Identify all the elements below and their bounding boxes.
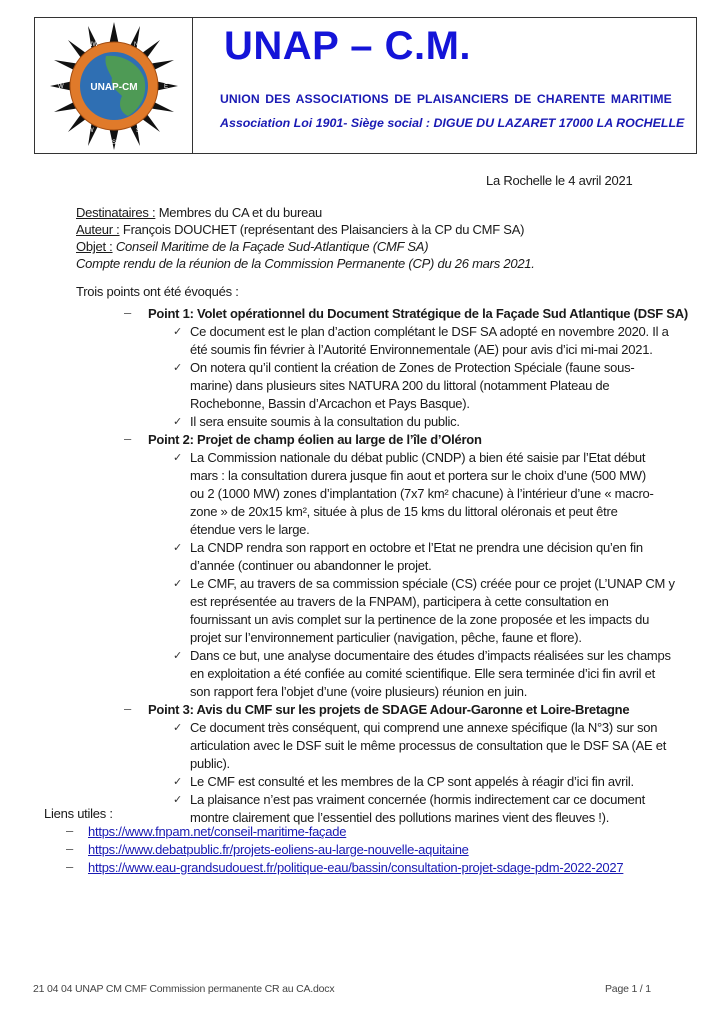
subject-line: [76, 238, 428, 256]
bullet-text-line: étendue vers le large.: [190, 522, 310, 537]
useful-link[interactable]: https://www.eau-grandsudouest.fr/politique-eau/bassin/consultation-projet-sdage-pdm-2022-2027: [88, 860, 624, 875]
useful-link[interactable]: https://www.fnpam.net/conseil-maritime-façade: [88, 824, 347, 839]
recipients-value: Membres du CA et du bureau: [155, 205, 323, 220]
bullet-text-line: son rapport fera l’objet d’une (voire plusieurs) réunion en juin.: [190, 684, 528, 699]
checkmark-icon: ✓: [173, 451, 183, 464]
author-line: [76, 221, 524, 239]
checkmark-icon: ✓: [173, 541, 183, 554]
bullet-text-line: articulation avec le DSF suit le même processus de consultation que le DSF SA (AE et: [190, 738, 667, 753]
unap-cm-compass-logo-icon: [48, 20, 180, 152]
svg-text:E: E: [163, 83, 168, 90]
author-label: Auteur :: [76, 222, 120, 237]
checkmark-icon: ✓: [173, 721, 183, 734]
svg-text:S: S: [111, 139, 116, 146]
bullet-text-line: d’année (continuer ou abandonner le projet.: [190, 558, 432, 573]
org-title: UNAP – C.M.: [224, 24, 472, 68]
bullet-text-line: en exploitation a été confiée au comité scientifique. Elle sera terminée d’ici fin avril et: [190, 666, 656, 681]
title-cell: [194, 18, 696, 153]
bullet-text-line: Ce document très conséquent, qui comprend une annexe spécifique (la N°3) sur son: [190, 720, 658, 735]
bullet-text-line: La CNDP rendra son rapport en octobre et l’Etat ne prendra une décision qu’en fin: [190, 540, 643, 555]
checkmark-icon: ✓: [173, 775, 183, 788]
checkmark-icon: ✓: [173, 325, 183, 338]
point-title: Point 3: Avis du CMF sur les projets de SDAGE Adour-Garonne et Loire-Bretagne: [148, 702, 630, 717]
checkmark-icon: ✓: [173, 415, 183, 428]
links-label: Liens utiles :: [44, 806, 113, 821]
svg-text:NE: NE: [133, 41, 142, 48]
svg-text:NW: NW: [87, 41, 98, 48]
svg-text:SW: SW: [83, 127, 94, 134]
bullet-text-line: est représentée au travers de la FNPAM), participera à cette consultation en: [190, 594, 609, 609]
checkmark-icon: ✓: [173, 649, 183, 662]
logo-cell: [35, 18, 193, 153]
bullet-text-line: Rochebonne, Bassin d’Arcachon et Pays Basque).: [190, 396, 470, 411]
checkmark-icon: ✓: [173, 577, 183, 590]
bullet-text-line: marine) dans plusieurs sites NATURA 200 du littoral (notamment Plateau de: [190, 378, 610, 393]
svg-text:UNAP-CM: UNAP-CM: [89, 81, 138, 93]
bullet-text-line: public).: [190, 756, 230, 771]
point-title: Point 2: Projet de champ éolien au large de l’île d’Oléron: [148, 432, 482, 447]
letterhead: [34, 17, 697, 154]
recipients-line: [76, 204, 322, 222]
bullet-text-line: La plaisance n’est pas vraiment concernée (hormis indirectement car ce document: [190, 792, 645, 807]
bullet-text-line: montre clairement que l’essentiel des pollutions marines vient des fleuves !).: [190, 810, 610, 825]
author-value: François DOUCHET (représentant des Plaisanciers à la CP du CMF SA): [119, 222, 525, 237]
dash-bullet-icon: –: [124, 431, 132, 446]
subject-label: Objet :: [76, 239, 113, 254]
bullet-text-line: Le CMF est consulté et les membres de la CP sont appelés à réagir d’ici fin avril.: [190, 774, 634, 789]
dash-bullet-icon: –: [66, 841, 74, 856]
date-line: La Rochelle le 4 avril 2021: [486, 173, 633, 188]
bullet-text-line: zone » de 20x15 km², située à plus de 15 kms du littoral oléronais et peut être: [190, 504, 618, 519]
footer-page-number: Page 1 / 1: [605, 983, 651, 995]
footer-filename: 21 04 04 UNAP CM CMF Commission permanente CR au CA.docx: [33, 983, 335, 995]
bullet-text-line: La Commission nationale du débat public (CNDP) a bien été saisie par l’Etat début: [190, 450, 646, 465]
org-full-name: UNION DES ASSOCIATIONS DE PLAISANCIERS DE CHARENTE MARITIME: [220, 92, 672, 106]
bullet-text-line: Dans ce but, une analyse documentaire des études d’impacts réalisées sur les champs: [190, 648, 671, 663]
bullet-text-line: projet sur l’environnement particulier (navigation, pêche, faune et flore).: [190, 630, 582, 645]
dash-bullet-icon: –: [66, 859, 74, 874]
subject-line-2: Compte rendu de la réunion de la Commission Permanente (CP) du 26 mars 2021.: [76, 256, 535, 271]
bullet-text-line: Le CMF, au travers de sa commission spéciale (CS) créée pour ce projet (L’UNAP CM y: [190, 576, 675, 591]
intro-text: Trois points ont été évoqués :: [76, 284, 239, 299]
useful-link[interactable]: https://www.debatpublic.fr/projets-eoliens-au-large-nouvelle-aquitaine: [88, 842, 469, 857]
subject-value: Conseil Maritime de la Façade Sud-Atlantique (CMF SA): [112, 239, 429, 254]
dash-bullet-icon: –: [124, 305, 132, 320]
bullet-text-line: mars : la consultation durera jusque fin aout et portera sur le choix d’une (500 MW): [190, 468, 646, 483]
bullet-text-line: fournissant un avis complet sur la pertinence de la zone proposée et les impacts du: [190, 612, 650, 627]
dash-bullet-icon: –: [124, 701, 132, 716]
svg-text:W: W: [57, 83, 64, 90]
svg-text:SE: SE: [135, 127, 144, 134]
org-address: Association Loi 1901- Siège social : DIGUE DU LAZARET 17000 LA ROCHELLE: [220, 116, 685, 130]
bullet-text-line: Il sera ensuite soumis à la consultation du public.: [190, 414, 460, 429]
bullet-text-line: été soumis fin février à l’Autorité Environnementale (AE) pour avis d’ici mi-mai 2021.: [190, 342, 653, 357]
bullet-text-line: ou 2 (1000 MW) zones d’implantation (7x7 km² chacune) à l’intérieur d’une « macro-: [190, 486, 654, 501]
bullet-text-line: On notera qu’il contient la création de Zones de Protection Spéciale (faune sous-: [190, 360, 635, 375]
point-title: Point 1: Volet opérationnel du Document Stratégique de la Façade Sud Atlantique (DSF SA): [148, 306, 688, 321]
bullet-text-line: Ce document est le plan d’action complétant le DSF SA adopté en novembre 2020. Il a: [190, 324, 669, 339]
dash-bullet-icon: –: [66, 823, 74, 838]
recipients-label: Destinataires :: [76, 205, 156, 220]
checkmark-icon: ✓: [173, 793, 183, 806]
checkmark-icon: ✓: [173, 361, 183, 374]
